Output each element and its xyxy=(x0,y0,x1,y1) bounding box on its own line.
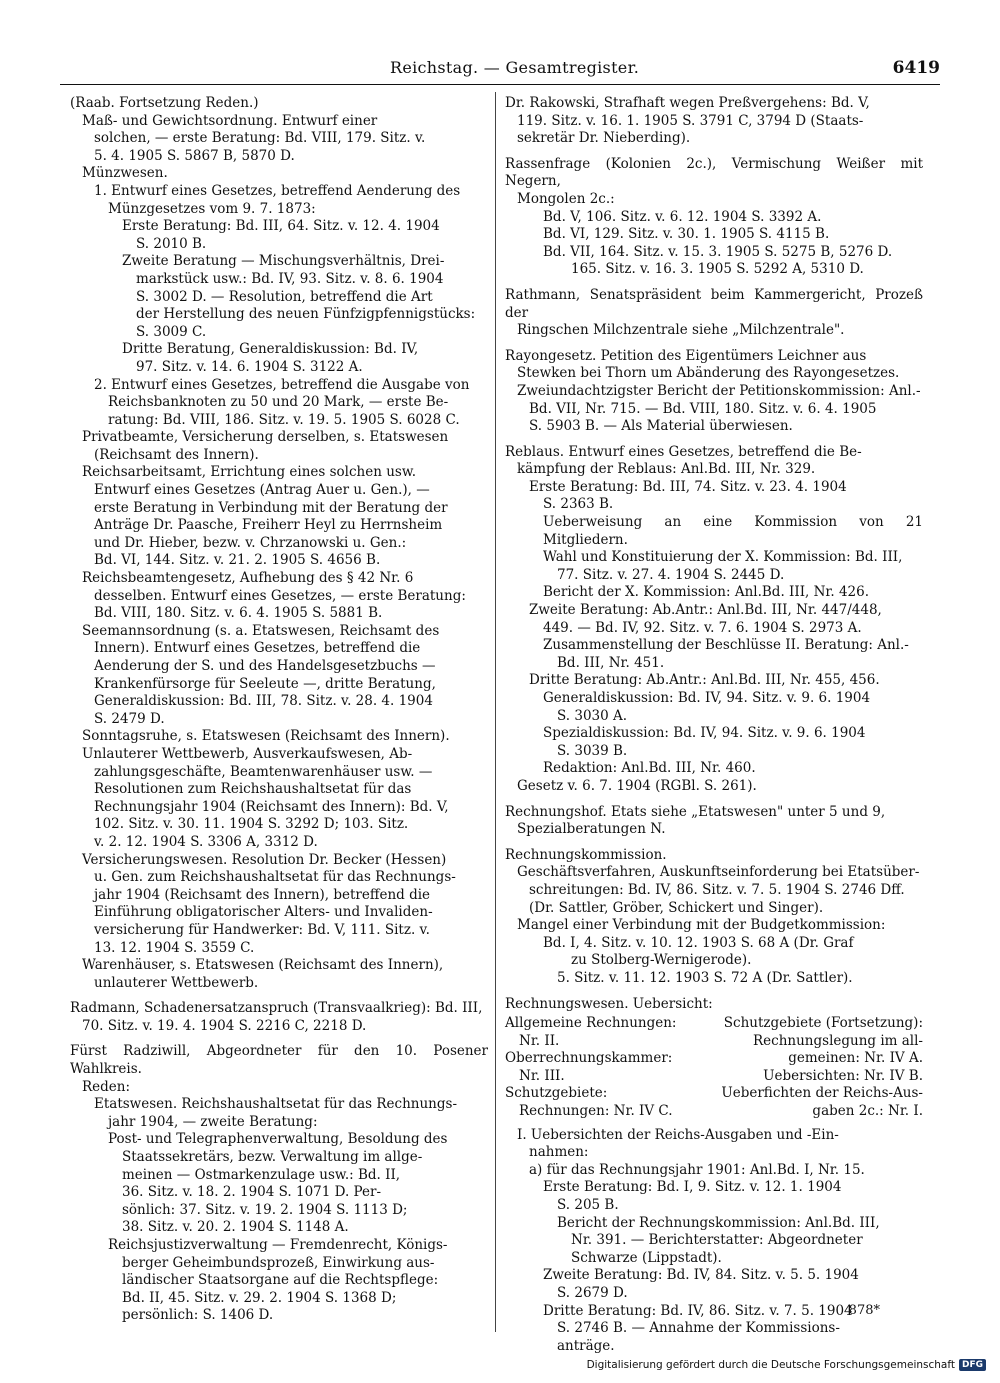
index-entry-line: S. 5903 B. — Als Material überwiesen. xyxy=(529,418,793,435)
index-entry-line: Münzwesen. xyxy=(82,165,168,182)
overview-cell: Oberrechnungskammer: xyxy=(505,1050,673,1067)
index-entry-line: Bd. VII, 164. Sitz. v. 15. 3. 1905 S. 5275 B, 5276 D. xyxy=(543,243,893,260)
index-entry-line: Mangel einer Verbindung mit der Budgetkommission: xyxy=(517,917,886,934)
index-entry-line: S. 3039 B. xyxy=(557,742,628,759)
entry-gap xyxy=(505,279,923,287)
index-entry-line: jahr 1904 (Reichsamt des Innern), betreffend die xyxy=(94,886,431,903)
index-entry-line: S. 2010 B. xyxy=(136,235,207,252)
index-entry-line: Zusammenstellung der Beschlüsse II. Beratung: Anl.- xyxy=(543,637,909,654)
index-entry-line: Zweite Beratung: Ab.Antr.: Anl.Bd. III, Nr. 447/448, xyxy=(529,602,882,619)
index-entry-head: Rathmann, Senatspräsident beim Kammergericht, Prozeß der xyxy=(505,286,923,321)
index-entry-line: S. 2746 B. — Annahme der Kommissions- xyxy=(557,1320,840,1337)
signature-mark: 878* xyxy=(848,1303,880,1318)
footer-text: Digitalisierung gefördert durch die Deutsche Forschungsgemeinschaft xyxy=(586,1359,955,1371)
index-entry-head: (Raab. Fortsetzung Reden.) xyxy=(70,95,259,111)
index-entry-line: 70. Sitz. v. 19. 4. 1904 S. 2216 C, 2218 D. xyxy=(82,1017,367,1034)
index-entry-line: Post- und Telegraphenverwaltung, Besoldung des xyxy=(108,1131,448,1148)
index-entry-line: Ueberweisung an eine Kommission von 21 Mitgliedern. xyxy=(543,514,923,548)
overview-table xyxy=(505,1015,923,1121)
index-entry-line: Reichsbanknoten zu 50 und 20 Mark, — erste Be- xyxy=(108,394,449,411)
index-entry-line: Maß- und Gewichtsordnung. Entwurf einer xyxy=(82,112,378,129)
index-entry-line: ländischer Staatsorgane auf die Rechtspflege: xyxy=(122,1272,439,1289)
index-entry-line: Bd. VI, 144. Sitz. v. 21. 2. 1905 S. 4656 B. xyxy=(94,552,381,569)
overview-cell: Ueberfichten der Reichs-Aus- xyxy=(721,1085,923,1102)
index-entry-line: Geschäftsverfahren, Auskunftseinforderung bei Etatsüber- xyxy=(517,864,920,881)
index-entry-line: Zweite Beratung: Bd. IV, 84. Sitz. v. 5. 5. 1904 xyxy=(543,1267,859,1284)
overview-cell: Schutzgebiete (Fortsetzung): xyxy=(723,1015,923,1032)
index-entry-line: Zweiundachtzigster Bericht der Petitionskommission: Anl.- xyxy=(517,382,921,399)
index-entry-line: Zweite Beratung — Mischungsverhältnis, Drei- xyxy=(122,253,445,270)
overview-cell: Nr. III. xyxy=(519,1067,565,1084)
index-entry-line: Versicherungswesen. Resolution Dr. Becker (Hessen) xyxy=(82,851,447,868)
index-entry-line: Innern). Entwurf eines Gesetzes, betreffend die xyxy=(94,640,421,657)
index-entry-line: 77. Sitz. v. 27. 4. 1904 S. 2445 D. xyxy=(557,566,785,583)
right-column-tail xyxy=(505,1127,923,1356)
index-entry-line: 102. Sitz. v. 30. 11. 1904 S. 3292 D; 103. Sitz. xyxy=(94,816,409,833)
index-entry-line: Anträge Dr. Paasche, Freiherr Heyl zu Herrnsheim xyxy=(94,517,443,534)
index-entry-line: 449. — Bd. IV, 92. Sitz. v. 7. 6. 1904 S. 2973 A. xyxy=(543,619,862,636)
index-entry-line: v. 2. 12. 1904 S. 3306 A, 3312 D. xyxy=(94,833,318,850)
index-entry-line: Reichsbeamtengesetz, Aufhebung des § 42 Nr. 6 xyxy=(82,570,414,587)
column-divider xyxy=(495,92,496,1332)
index-entry-line: Privatbeamte, Versicherung derselben, s. Etatswesen xyxy=(82,429,449,446)
index-entry-line: markstück usw.: Bd. IV, 93. Sitz. v. 8. 6. 1904 xyxy=(136,270,444,287)
entry-gap xyxy=(505,988,923,996)
overview-cell: Rechnungen: Nr. IV C. xyxy=(519,1103,673,1120)
index-entry-line: kämpfung der Reblaus: Anl.Bd. III, Nr. 329. xyxy=(517,461,816,478)
index-entry-line: Aenderung der S. und des Handelsgesetzbuchs — xyxy=(94,658,436,674)
entry-gap xyxy=(505,148,923,156)
index-entry-line: Bd. V, 106. Sitz. v. 6. 12. 1904 S. 3392 A. xyxy=(543,208,822,225)
index-entry-line: 2. Entwurf eines Gesetzes, betreffend die Ausgabe von xyxy=(94,376,470,393)
index-entry-line: Schwarze (Lippstadt). xyxy=(571,1249,722,1266)
index-entry-line: versicherung für Handwerker: Bd. V, 111. Sitz. v. xyxy=(94,921,430,938)
entry-gap xyxy=(505,340,923,348)
index-entry-line: Bd. I, 4. Sitz. v. 10. 12. 1903 S. 68 A (Dr. Graf xyxy=(543,934,854,951)
index-entry-head: Fürst Radziwill, Abgeordneter für den 10. Posener Wahlkreis. xyxy=(70,1043,488,1078)
index-entry-line: jahr 1904, — zweite Beratung: xyxy=(108,1113,318,1130)
overview-cell: Rechnungslegung im all- xyxy=(753,1032,923,1049)
entry-gap xyxy=(70,992,488,1000)
overview-cell: Nr. II. xyxy=(519,1032,560,1049)
index-entry-line: 13. 12. 1904 S. 3559 C. xyxy=(94,939,255,956)
index-entry-line: Wahl und Konstituierung der X. Kommission: Bd. III, xyxy=(543,549,903,566)
overview-cell: Uebersichten: Nr. IV B. xyxy=(763,1067,923,1084)
index-entry-line: persönlich: S. 1406 D. xyxy=(122,1307,274,1324)
index-entry-line: Krankenfürsorge für Seeleute —, dritte Beratung, xyxy=(94,675,436,692)
index-entry-line: Bericht der Rechnungskommission: Anl.Bd. III, xyxy=(557,1214,880,1231)
entry-gap xyxy=(505,796,923,804)
index-entry-line: Staatssekretärs, bezw. Verwaltung im allge- xyxy=(122,1149,423,1166)
index-entry-line: 119. Sitz. v. 16. 1. 1905 S. 3791 C, 3794 D (Staats- xyxy=(517,112,864,129)
left-column xyxy=(70,95,488,1325)
index-entry-line: anträge. xyxy=(557,1337,615,1354)
index-entry-line: Bericht der X. Kommission: Anl.Bd. III, Nr. 426. xyxy=(543,584,870,601)
index-entry-line: Generaldiskussion: Bd. IV, 94. Sitz. v. 9. 6. 1904 xyxy=(543,690,871,706)
index-entry-line: Redaktion: Anl.Bd. III, Nr. 460. xyxy=(543,760,756,777)
footer xyxy=(587,1359,986,1371)
index-entry-line: Generaldiskussion: Bd. III, 78. Sitz. v. 28. 4. 1904 xyxy=(94,693,433,710)
dfg-logo: DFG xyxy=(959,1359,986,1371)
index-entry-line: Stewken bei Thorn um Abänderung des Rayongesetzes. xyxy=(517,365,900,382)
index-entry-line: schreitungen: Bd. IV, 86. Sitz. v. 7. 5. 1904 S. 2746 Dff. xyxy=(529,881,905,898)
overview-cell: gemeinen: Nr. IV A. xyxy=(788,1050,923,1067)
index-entry-line: und Dr. Hieber, bezw. v. Chrzanowski u. Gen.: xyxy=(94,534,407,551)
running-head xyxy=(60,52,940,82)
index-entry-line: 36. Sitz. v. 18. 2. 1904 S. 1071 D. Per- xyxy=(122,1184,382,1201)
overview-cell: gaben 2c.: Nr. I. xyxy=(812,1103,923,1120)
index-entry-line: S. 3009 C. xyxy=(136,323,207,340)
index-entry-line: Unlauterer Wettbewerb, Ausverkaufswesen, Ab- xyxy=(82,745,413,762)
index-entry-line: sekretär Dr. Nieberding). xyxy=(517,130,691,147)
index-entry-head: Radmann, Schadenersatzanspruch (Transvaalkrieg): Bd. III, xyxy=(70,1000,483,1017)
index-entry-line: zahlungsgeschäfte, Beamtenwarenhäuser usw. — xyxy=(94,763,433,780)
index-entry-line: Rechnungsjahr 1904 (Reichsamt des Innern): Bd. V, xyxy=(94,798,449,815)
index-entry-line: I. Uebersichten der Reichs-Ausgaben und -Ein- xyxy=(517,1126,839,1143)
index-entry-line: nahmen: xyxy=(529,1144,589,1161)
index-entry-line: Ringschen Milchzentrale siehe „Milchzentrale". xyxy=(517,322,845,339)
index-entry-line: meinen — Ostmarkenzulage usw.: Bd. II, xyxy=(122,1166,401,1183)
index-entry-line: (Reichsamt des Innern). xyxy=(94,446,259,463)
index-entry-head: Rechnungshof. Etats siehe „Etatswesen" unter 5 und 9, xyxy=(505,803,886,820)
index-entry-line: Dritte Beratung: Ab.Antr.: Anl.Bd. III, Nr. 455, 456. xyxy=(529,672,880,689)
header-rule xyxy=(60,84,940,85)
entry-gap xyxy=(70,1035,488,1043)
index-entry-line: S. 2679 D. xyxy=(557,1285,628,1301)
index-entry-line: Resolutionen zum Reichshaushaltsetat für das xyxy=(94,781,412,798)
index-entry-line: zu Stolberg-Wernigerode). xyxy=(571,952,752,969)
index-entry-line: der Herstellung des neuen Fünfzigpfennigstücks: xyxy=(136,306,476,323)
index-entry-line: 5. 4. 1905 S. 5867 B, 5870 D. xyxy=(94,147,295,164)
index-entry-line: solchen, — erste Beratung: Bd. VIII, 179. Sitz. v. xyxy=(94,130,426,147)
index-entry-line: 38. Sitz. v. 20. 2. 1904 S. 1148 A. xyxy=(122,1219,349,1236)
index-entry-line: Bd. II, 45. Sitz. v. 29. 2. 1904 S. 1368 D; xyxy=(122,1289,397,1306)
index-entry-line: Warenhäuser, s. Etatswesen (Reichsamt des Innern), xyxy=(82,957,444,974)
index-entry-line: a) für das Rechnungsjahr 1901: Anl.Bd. I, Nr. 15. xyxy=(529,1161,865,1178)
index-entry-line: Gesetz v. 6. 7. 1904 (RGBl. S. 261). xyxy=(517,777,757,794)
index-entry-line: Erste Beratung: Bd. III, 74. Sitz. v. 23. 4. 1904 xyxy=(529,478,847,495)
index-entry-head: Dr. Rakowski, Strafhaft wegen Preßvergehens: Bd. V, xyxy=(505,95,870,111)
index-entry-line: Erste Beratung: Bd. III, 64. Sitz. v. 12. 4. 1904 xyxy=(122,218,440,235)
index-entry-line: S. 2479 D. xyxy=(94,710,165,727)
index-entry-line: (Dr. Sattler, Gröber, Schickert und Singer). xyxy=(529,899,824,916)
index-entry-line: Spezialberatungen N. xyxy=(517,821,666,838)
index-entry-line: Spezialdiskussion: Bd. IV, 94. Sitz. v. 9. 6. 1904 xyxy=(543,725,866,742)
index-entry-line: erste Beratung in Verbindung mit der Beratung der xyxy=(94,499,448,516)
index-entry-line: Münzgesetzes vom 9. 7. 1873: xyxy=(108,200,316,217)
index-entry-line: Bd. VIII, 180. Sitz. v. 6. 4. 1905 S. 5881 B. xyxy=(94,605,383,622)
page-number: 6419 xyxy=(892,58,940,78)
index-entry-line: Bd. VII, Nr. 715. — Bd. VIII, 180. Sitz. v. 6. 4. 1905 xyxy=(529,400,877,417)
index-entry-head: Reblaus. Entwurf eines Gesetzes, betreffend die Be- xyxy=(505,443,862,460)
index-entry-line: Reden: xyxy=(82,1078,131,1095)
index-entry-line: Reichsjustizverwaltung — Fremdenrecht, Königs- xyxy=(108,1237,448,1253)
index-entry-line: 1. Entwurf eines Gesetzes, betreffend Aenderung des xyxy=(94,182,461,199)
index-entry-line: Bd. VI, 129. Sitz. v. 30. 1. 1905 S. 4115 B. xyxy=(543,226,830,243)
index-entry-line: Reichsarbeitsamt, Errichtung eines solchen usw. xyxy=(82,464,417,481)
index-entry-head: Rayongesetz. Petition des Eigentümers Leichner aus xyxy=(505,347,867,364)
index-entry-head: Rechnungswesen. Uebersicht: xyxy=(505,995,713,1012)
index-entry-line: Dritte Beratung: Bd. IV, 86. Sitz. v. 7. 5. 1904 xyxy=(543,1302,853,1319)
index-entry-line: 97. Sitz. v. 14. 6. 1904 S. 3122 A. xyxy=(136,358,363,375)
index-entry-line: Nr. 391. — Berichterstatter: Abgeordneter xyxy=(571,1232,863,1249)
index-entry-line: Mongolen 2c.: xyxy=(517,190,615,207)
overview-cell: Schutzgebiete: xyxy=(505,1085,608,1102)
entry-gap xyxy=(505,839,923,847)
index-entry-line: Erste Beratung: Bd. I, 9. Sitz. v. 12. 1. 1904 xyxy=(543,1179,842,1196)
index-entry-line: S. 2363 B. xyxy=(543,496,614,513)
index-entry-line: Entwurf eines Gesetzes (Antrag Auer u. Gen.), — xyxy=(94,482,430,499)
index-entry-line: u. Gen. zum Reichshaushaltsetat für das Rechnungs- xyxy=(94,869,456,886)
index-entry-line: Seemannsordnung (s. a. Etatswesen, Reichsamt des xyxy=(82,622,440,639)
overview-cell: Allgemeine Rechnungen: xyxy=(505,1015,677,1032)
index-entry-line: S. 3030 A. xyxy=(557,707,628,724)
index-entry-line: 5. Sitz. v. 11. 12. 1903 S. 72 A (Dr. Sattler). xyxy=(557,969,853,986)
index-entry-head: Rechnungskommission. xyxy=(505,846,667,863)
index-entry-line: unlauterer Wettbewerb. xyxy=(94,974,259,991)
index-entry-line: Etatswesen. Reichshaushaltsetat für das Rechnungs- xyxy=(94,1096,458,1113)
index-entry-line: ratung: Bd. VIII, 186. Sitz. v. 19. 5. 1905 S. 6028 C. xyxy=(108,411,460,428)
index-entry-line: berger Geheimbundsprozeß, Einwirkung aus- xyxy=(122,1254,435,1271)
index-entry-line: Sonntagsruhe, s. Etatswesen (Reichsamt des Innern). xyxy=(82,728,450,745)
index-entry-head: Rassenfrage (Kolonien 2c.), Vermischung Weißer mit Negern, xyxy=(505,155,923,190)
entry-gap xyxy=(505,436,923,444)
index-entry-line: S. 3002 D. — Resolution, betreffend die Art xyxy=(136,288,433,305)
running-title: Reichstag. — Gesamtregister. xyxy=(390,58,640,77)
right-column-entries xyxy=(505,95,923,1013)
right-column xyxy=(505,95,923,1355)
index-entry-line: Einführung obligatorischer Alters- und Invaliden- xyxy=(94,904,433,921)
index-entry-line: Dritte Beratung, Generaldiskussion: Bd. IV, xyxy=(122,341,419,358)
index-entry-line: 165. Sitz. v. 16. 3. 1905 S. 5292 A, 5310 D. xyxy=(571,261,864,278)
index-entry-line: Bd. III, Nr. 451. xyxy=(557,654,665,671)
index-entry-line: desselben. Entwurf eines Gesetzes, — erste Beratung: xyxy=(94,587,466,604)
index-entry-line: sönlich: 37. Sitz. v. 19. 2. 1904 S. 1113 D; xyxy=(122,1201,408,1218)
index-entry-line: S. 205 B. xyxy=(557,1197,619,1214)
